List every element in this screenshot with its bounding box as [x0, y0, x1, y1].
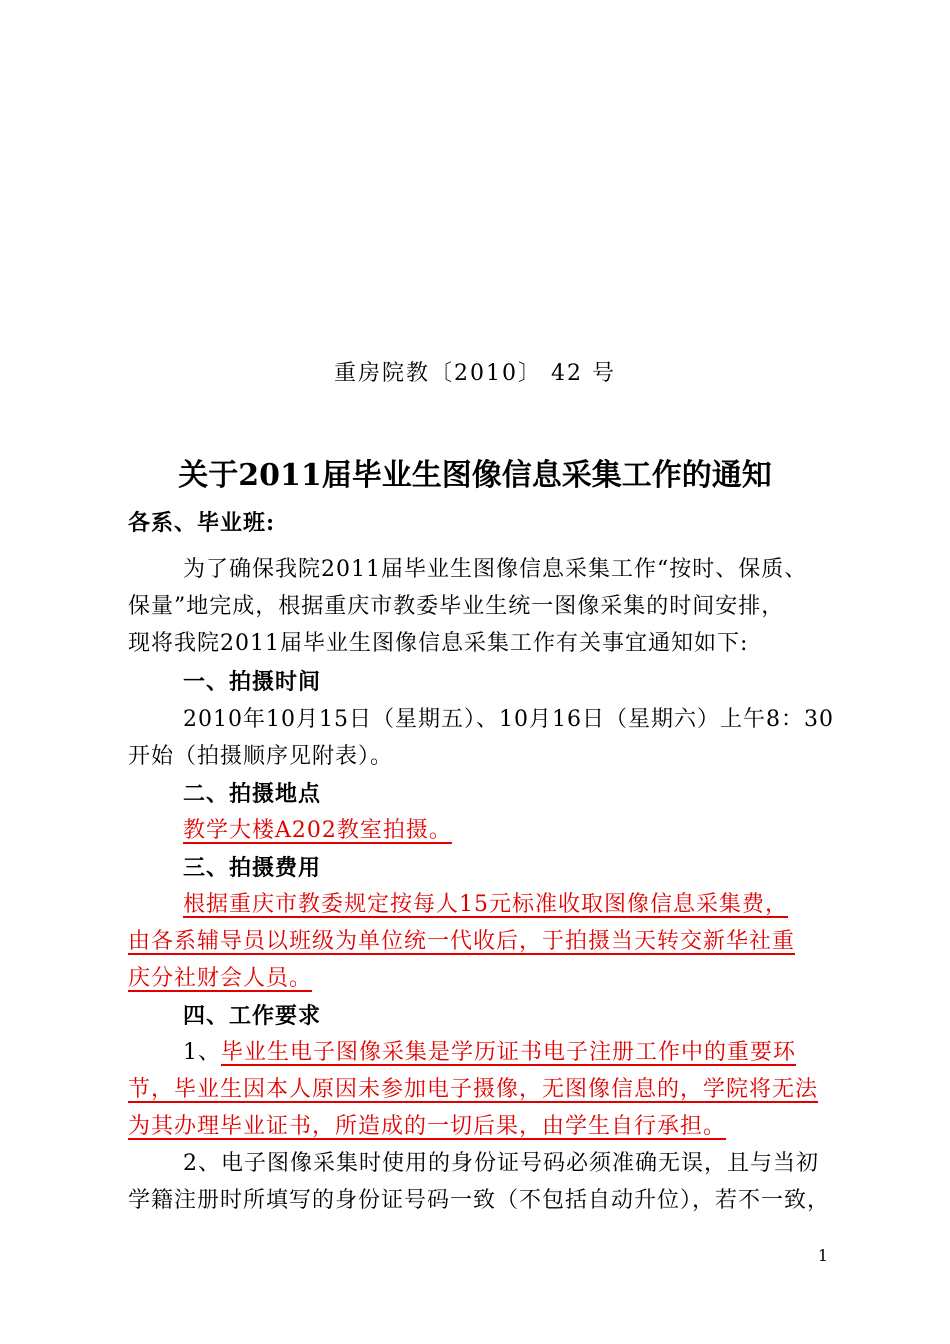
req1-prefix: 1、	[183, 1040, 221, 1065]
time-line-2: 开始（拍摄顺序见附表）。	[128, 744, 394, 769]
document-title: 关于2011届毕业生图像信息采集工作的通知	[178, 458, 772, 493]
req1-text-1: 毕业生电子图像采集是学历证书电子注册工作中的重要环	[221, 1040, 797, 1065]
section-time-heading: 一、拍摄时间	[183, 669, 322, 695]
fee-line-2: 由各系辅导员以班级为单位统一代收后，于拍摄当天转交新华社重	[128, 929, 796, 954]
fee-line-3: 庆分社财会人员。	[128, 966, 313, 991]
section-fee-heading: 三、拍摄费用	[183, 855, 322, 881]
req1-line-2: 节，毕业生因本人原因未参加电子摄像，无图像信息的，学院将无法	[128, 1077, 819, 1102]
place-line: 教学大楼A202教室拍摄。	[183, 818, 452, 843]
req1-line-3: 为其办理毕业证书，所造成的一切后果，由学生自行承担。	[128, 1114, 727, 1139]
req2-line-2: 学籍注册时所填写的身份证号码一致（不包括自动升位），若不一致，	[128, 1188, 831, 1213]
document-number: 重房院教〔2010〕 42 号	[334, 361, 616, 386]
intro-line-2: 保量”地完成，根据重庆市教委毕业生统一图像采集的时间安排，	[128, 594, 785, 619]
req2-line-1: 2、电子图像采集时使用的身份证号码必须准确无误，且与当初	[183, 1151, 819, 1176]
section-place-heading: 二、拍摄地点	[183, 781, 322, 807]
time-line-1: 2010年10月15日（星期五）、10月16日（星期六）上午8：30	[183, 707, 834, 732]
section-requirements-heading: 四、工作要求	[183, 1003, 322, 1029]
salutation: 各系、毕业班:	[128, 510, 276, 536]
intro-line-3: 现将我院2011届毕业生图像信息采集工作有关事宜通知如下:	[128, 631, 749, 656]
intro-line-1: 为了确保我院2011届毕业生图像信息采集工作“按时、保质、	[183, 557, 808, 582]
page-number: 1	[817, 1246, 828, 1265]
req1-line-1	[183, 1038, 828, 1068]
fee-line-1: 根据重庆市教委规定按每人15元标准收取图像信息采集费，	[183, 892, 788, 917]
